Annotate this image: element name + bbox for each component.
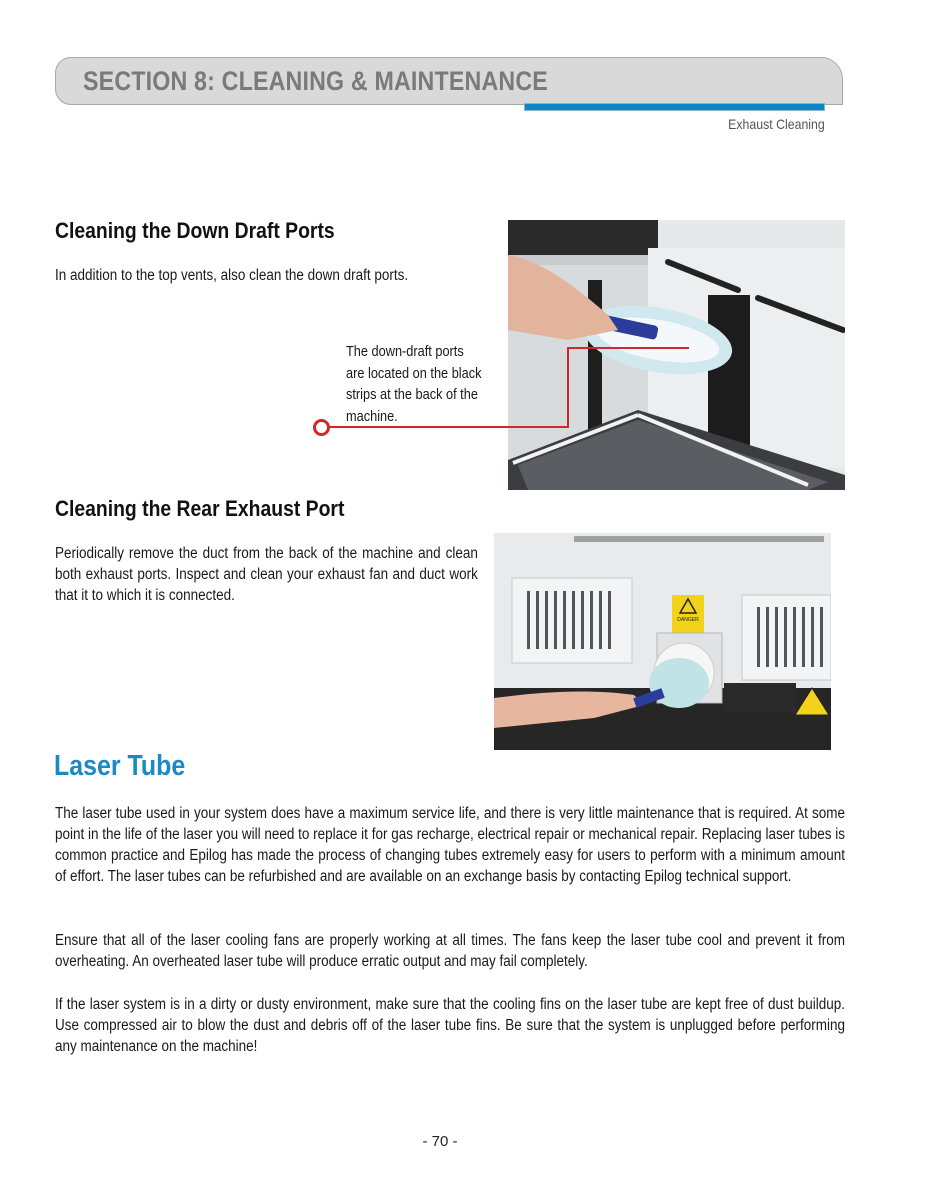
section-title: SECTION 8: CLEANING & MAINTENANCE <box>83 66 548 96</box>
rear-exhaust-body: Periodically remove the duct from the back of the machine and clean both exhaust ports. Inspect and clean your exhaust fan and duct work that it to which it is connected. <box>55 545 478 604</box>
down-draft-text <box>55 265 565 286</box>
callout-leader-line-pointer <box>567 347 689 349</box>
down-draft-heading: Cleaning the Down Draft Ports <box>55 218 335 243</box>
subsection-label: Exhaust Cleaning <box>728 116 825 132</box>
callout-line: are located on the black <box>346 365 482 382</box>
rear-exhaust-heading: Cleaning the Rear Exhaust Port <box>55 496 345 521</box>
rear-exhaust-text <box>55 543 478 606</box>
danger-label: DANGER <box>677 617 699 623</box>
callout-line: machine. <box>346 408 398 425</box>
callout-leader-line-vertical <box>567 347 569 428</box>
rear-exhaust-illustration <box>494 533 831 750</box>
laser-tube-text: If the laser system is in a dirty or dusty environment, make sure that the cooling fins on the laser tube are kept free of dust buildup. Use compressed air to blow the dust and debris off of the laser tube fins. Be sure that the system is unplugged before performing any maintenance on the machine! <box>55 996 845 1055</box>
laser-tube-paragraph-2 <box>55 930 845 972</box>
laser-tube-text: Ensure that all of the laser cooling fans are properly working at all times. The fans keep the laser tube cool and prevent it from overheating. An overheated laser tube will produce erratic output and may fail completely. <box>55 932 845 970</box>
callout-text <box>346 342 481 428</box>
laser-tube-paragraph-1 <box>55 803 845 887</box>
callout-leader-line <box>328 426 568 428</box>
callout-line: The down-draft ports <box>346 344 464 360</box>
laser-tube-heading: Laser Tube <box>54 750 186 782</box>
rear-exhaust-photo <box>494 533 831 750</box>
callout-marker-icon <box>313 419 330 436</box>
laser-tube-text: The laser tube used in your system does have a maximum service life, and there is very little maintenance that is required. At some point in the life of the laser you will need to replace it for gas recharge, electrical repair or mechanical repair. Replacing laser tubes is common practice and Epilog has made the process of changing tubes extremely easy for users to perform with a minimum amount of effort. The laser tubes can be refurbished and are available on an exchange basis by contacting Epilog technical support. <box>55 805 845 885</box>
down-draft-body: In addition to the top vents, also clean the down draft ports. <box>55 267 409 284</box>
callout-line: strips at the back of the <box>346 387 478 403</box>
down-draft-photo <box>508 220 845 490</box>
down-draft-illustration <box>508 220 845 490</box>
accent-bar <box>524 103 825 111</box>
laser-tube-paragraph-3 <box>55 994 845 1057</box>
page-number: - 70 - <box>422 1133 458 1150</box>
